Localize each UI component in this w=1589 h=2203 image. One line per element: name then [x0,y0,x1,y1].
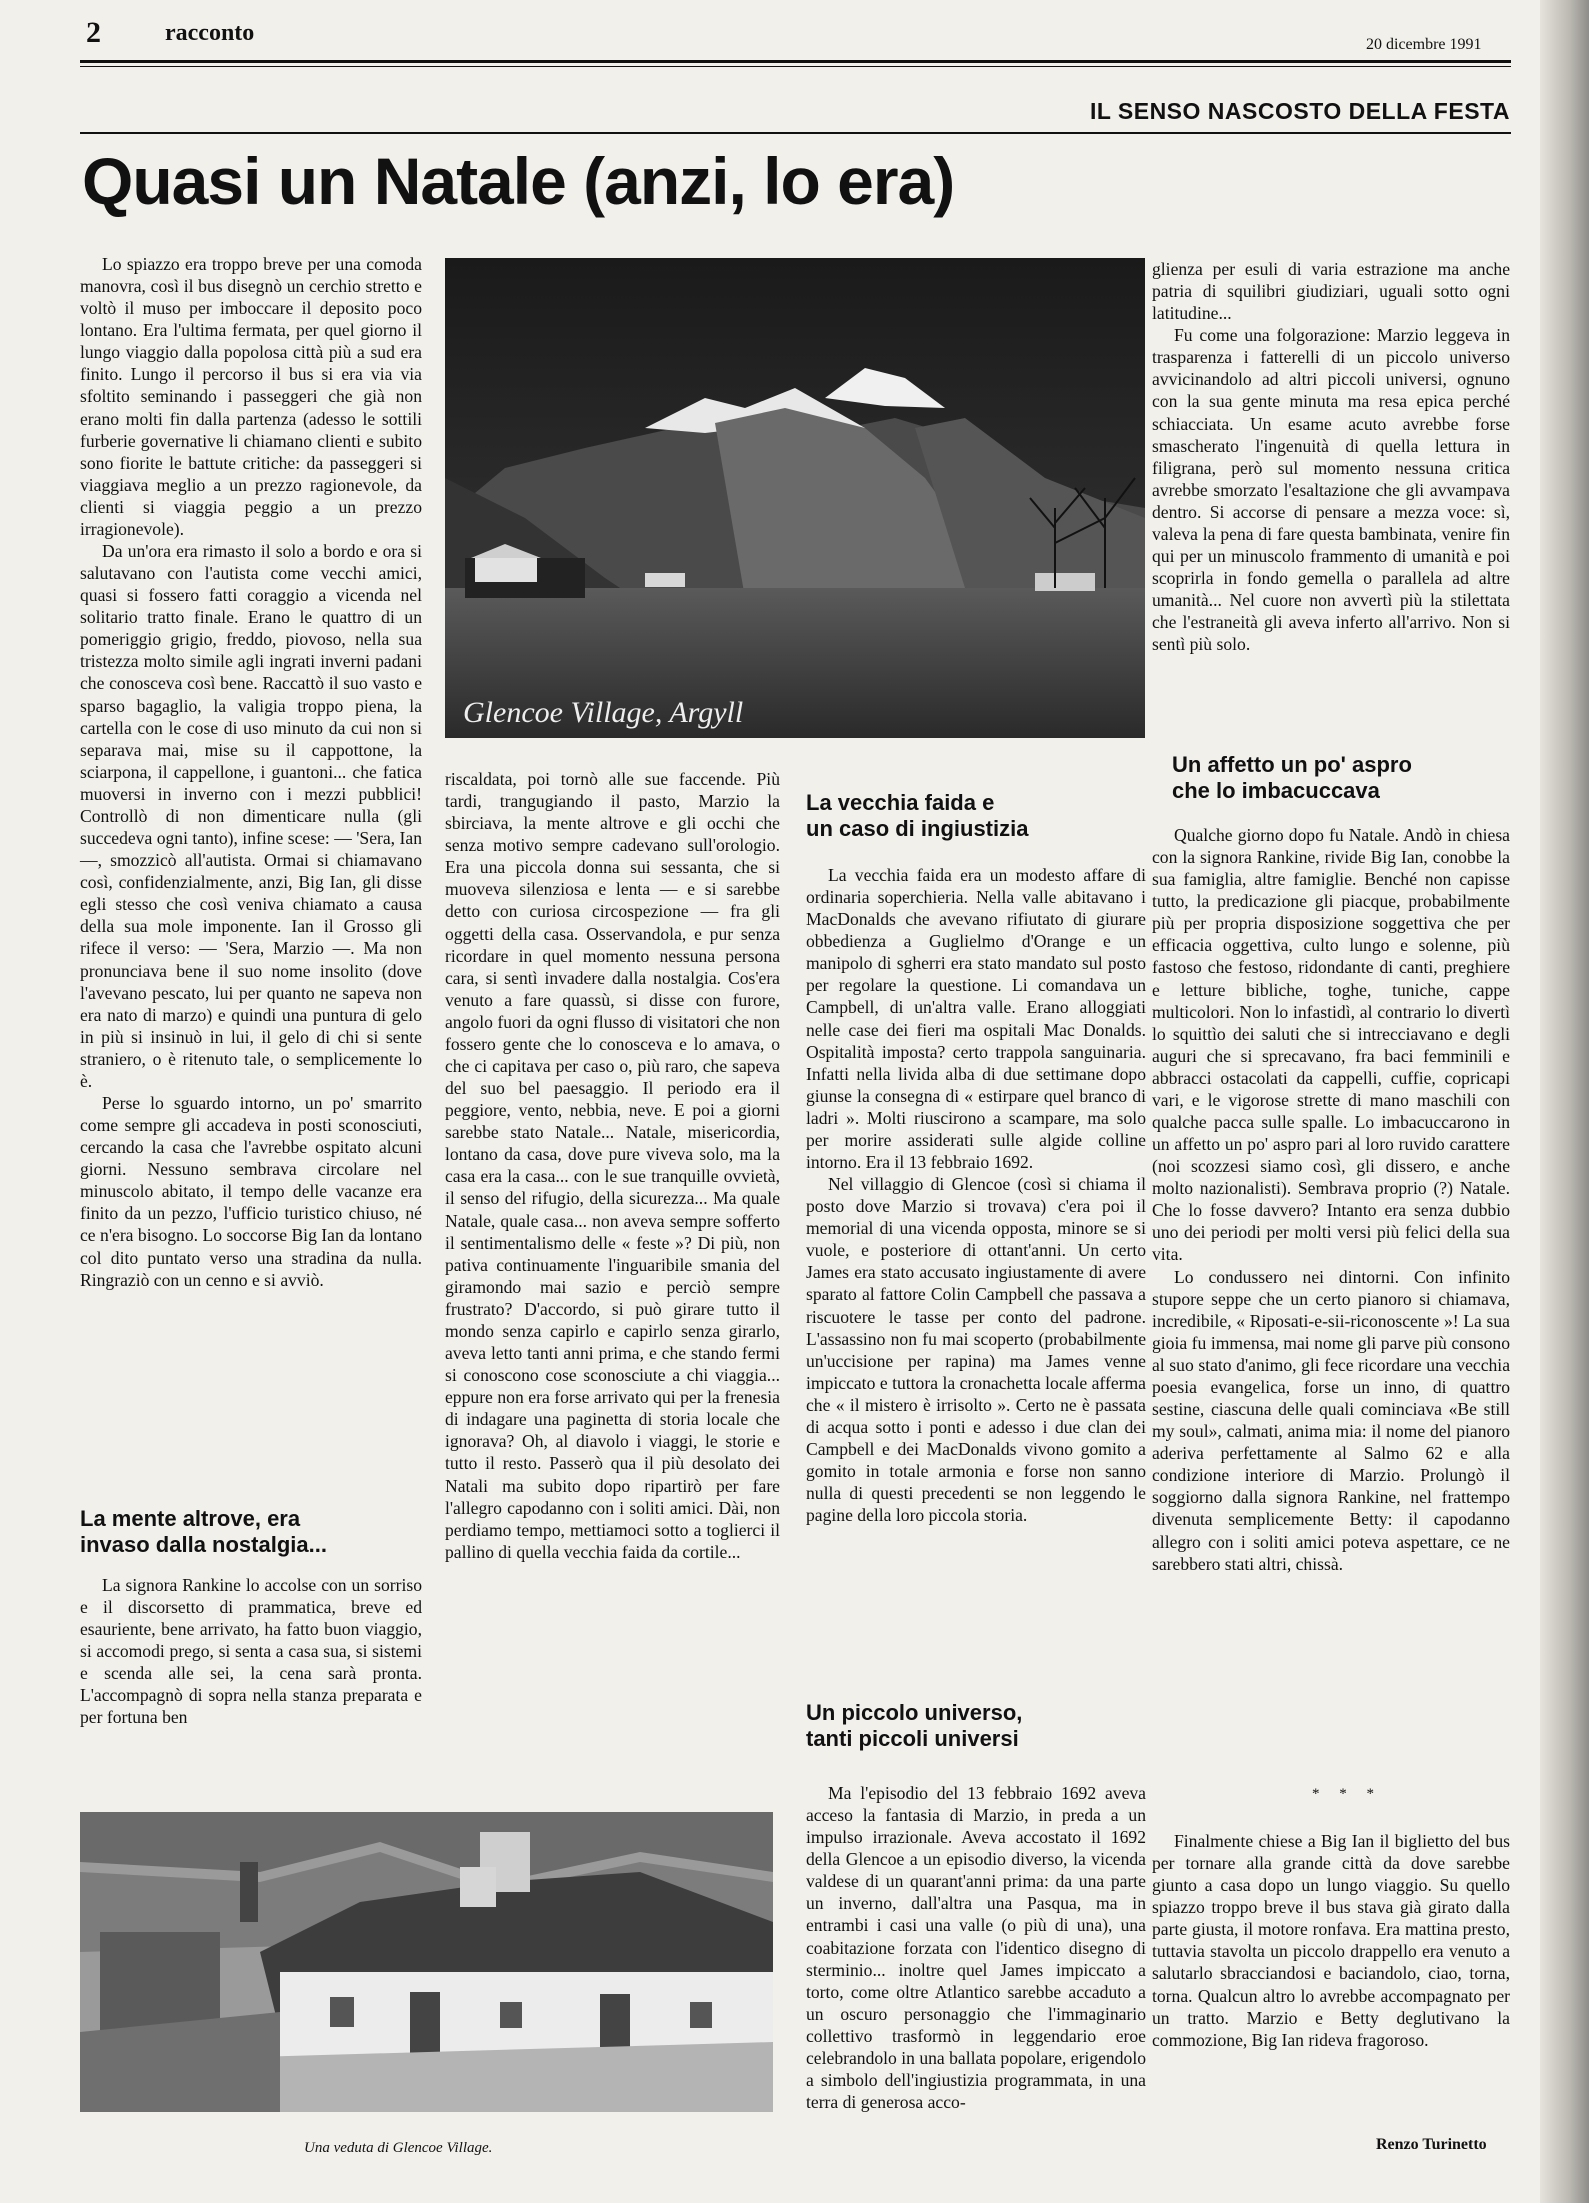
paragraph: Qualche giorno dopo fu Natale. Andò in chiesa con la signora Rankine, rivide Big Ian, conobbe la sua famiglia, altre famiglie. Benché non capisse tutto, la predicazione gli piacque, probabilmente più per propria disposizione soggettiva che per efficacia oggettiva, culto lungo e solenne, più fastoso che festoso, ridondante di canti, preghiere e letture bibliche, toghe, tuniche, cappe multicolori. Non lo infastidì, al contrario lo divertì lo squittìo dei saluti che si intrecciavano e degli auguri che si sprecavano, fra baci femminili e abbracci ostacolati da cappelli, cuffie, copricapi vari, e le vigorose strette di mano maschili con qualche pacca sulle spalle. Lo imbacuccarono in un affetto un po' aspro pari al loro ruvido carattere (noi scozzesi siamo così, gli dissero, e anche molto nazionalisti). Sembrava proprio (?) Natale. Che lo fosse davvero? Intanto era senza dubbio uno dei periodi per molti versi più felici della sua vita. [1152,825,1510,1265]
paragraph: glienza per esuli di varia estrazione ma anche patria di squilibri giudiziari, uguali sotto ogni latitudine... [1152,259,1510,324]
header-rule [80,60,1511,63]
column-1b [80,1574,422,1729]
subheading-line: Un piccolo universo, [806,1700,1023,1725]
column-4b [1152,824,1510,1575]
subheading-line: un caso di ingiustizia [806,816,1029,842]
paragraph: La vecchia faida era un modesto affare di ordinaria soperchieria. Nella valle abitavano i MacDonalds che avevano rifiutato di giurare obbedienza a Guglielmo d'Orange e un manipolo di sgherri era stato mandato sul posto per regolare la questione. Li comandava un Campbell, di un'altra valle. Erano alloggiati nelle case dei fieri ma ospitali Mac Donalds. Ospitalità imposta? certo trappola sanguinaria. Infatti nella livida alba di due settimane dopo giunse la consegna di « estirpare quel branco di ladri ». Molti riuscirono a scampare, ma solo per morire assiderati sulle algide colline intorno. Era il 13 febbraio 1692. [806,865,1146,1173]
subheading-line: La mente altrove, era [80,1506,301,1531]
photo-caption-overlay: Glencoe Village, Argyll [463,696,744,729]
column-2 [445,768,780,1563]
paragraph: Nel villaggio di Glencoe (così si chiama il posto dove Marzio si trovava) c'era poi il memorial di una vicenda opposta, minore se si vuole, e posteriore di ottant'anni. Un certo James era stato accusato ingiustamente di avere sparato al fattore Colin Campbell che passava a riscuotere le tasse per conto del padrone. L'assassino non fu mai scoperto (probabilmente un'uccisione per rapina) ma James venne impiccato e tuttora la cronachetta locale afferma che « il mistero è irrisolto ». Certo ne è passata di acqua sotto i ponti e adesso i due clan dei Campbell e dei MacDonalds vivono gomito a gomito in totale armonia e forse non sanno nulla di questi precedenti se non leggendo le pagine della loro piccola storia. [806,1174,1146,1526]
photo-caption: Una veduta di Glencoe Village. [304,2140,493,2156]
column-3 [806,864,1146,1526]
subheading-4 [1172,752,1502,805]
subheading-line: invaso dalla nostalgia... [80,1532,327,1558]
column-4 [1152,258,1510,655]
mountain-landscape-image [445,258,1145,738]
issue-date: 20 dicembre 1991 [1366,36,1482,53]
subheading-line: che lo imbacuccava [1172,778,1380,804]
cottages-image [80,1812,773,2112]
paragraph: Da un'ora era rimasto il solo a bordo e ora si salutavano con l'autista come vecchi amici, quasi si fossero fatti coraggio a vicenda nel solitario tratto finale. Erano le quattro di un pomeriggio grigio, freddo, piovoso, nella sua tristezza molto simile agli ingrati inverni padani che conosceva così bene. Raccattò il suo vasto e sparso bagaglio, la valigia troppo piena, la cartella con le cose di uso minuto da cui non si separava mai, mise su il cappottone, la sciarpona, il cappellone, i guantoni... che fatica muoversi in inverno con i mezzi pubblici! Controllò di non dimenticare nulla (gli succedeva ogni tanto), infine scese: — 'Sera, Ian —, smozzicò all'autista. Ormai si chiamavano così, confidenzialmente, anzi, Big Ian, gli disse egli stesso che così veniva chiamato a causa della sua mole imponente. Ian il Grosso gli rifece il verso: — 'Sera, Marzio —. Ma non pronunciava bene il suo nome insolito (dove l'avevano pescato, lui per quanto ne sapeva non era nato di marzo) e quindi una puntura di gelo in più si insinuò in lui, il gelo di chi si sente straniero, o è ritenuto tale, o semplicemente lo è. [80,541,422,1091]
photo-glencoe-cottages [80,1812,773,2112]
photo-glencoe-mountains [445,258,1145,738]
header-rule-thin [80,66,1511,67]
subheading-1 [80,1506,422,1559]
paragraph: Ma l'episodio del 13 febbraio 1692 aveva acceso la fantasia di Marzio, in preda a un impulso irrazionale. Aveva accostato il 1692 della Glencoe a un episodio diverso, la vicenda valdese di un quarant'anni prima: da una parte un inverno, dall'altra una Pasqua, ma in entrambi i casi una valle (o più di una), una coabitazione forzata con l'identico disegno di sterminio... inoltre quel James impiccato a torto, come oltre Atlantico sarebbe accaduto a un oscuro personaggio che l'immaginario collettivo trasformò in leggendario eroe celebrandolo in una ballata popolare, erigendolo a simbolo dell'ingiustizia programmata, in una terra di generosa acco- [806,1783,1147,2113]
kicker: IL SENSO NASCOSTO DELLA FESTA [1089,98,1510,124]
kicker-rule [80,132,1511,134]
paragraph: Lo condussero nei dintorni. Con infinito stupore seppe che un certo pianoro si chiamava, incredibile, « Riposati-e-sii-riconoscente »! La sua gioia fu immensa, mai nome gli parve più consono al suo stato d'animo, gli fece ricordare una vecchia poesia evangelica, forse un inno, di quattro sestine, ciascuna delle quali cominciava «Be still my soul», calmati, anima mia: il nome del pianoro aderiva perfettamente al Salmo 62 e alla condizione interiore di Marzio. Prolungò il soggiorno dalla signora Rankine, nel frattempo divenuta semplicemente Betty: il capodanno allegro con i soliti amici poteva aspettare, ce ne sarebbero stati altri, chissà. [1152,1266,1510,1574]
paragraph: Finalmente chiese a Big Ian il biglietto del bus per tornare alla grande città da dove sarebbe giunto a casa dopo un lungo viaggio. Su quello spiazzo troppo breve il bus stava già girato dalla parte giusta, il motore ronfava. Era mattina presto, tuttavia stavolta un piccolo drappello era venuto a salutarlo sbracciandosi e baciandolo, ciao, torna, torna. Qualcun altro lo avrebbe accompagnato per un tratto. Marzio e Betty deglutivano la commozione, Big Ian rideva fragoroso. [1152,1831,1510,2050]
subheading-3 [806,1700,1146,1753]
article-title: Quasi un Natale (anzi, lo era) [82,144,955,218]
paragraph: Lo spiazzo era troppo breve per una comoda manovra, così il bus disegnò un cerchio stretto e voltò il muso per imboccare il deposito poco lontano. Era l'ultima fermata, per quel giorno il lungo viaggio dalla popolosa città più a sud era finito. Lungo il percorso il bus si era via via sfoltito seminando i passeggeri che già non erano molti fin dalla partenza (adesso le sottili furberie governative li chiamano clienti e subito sono fiorite le battute critiche: da passeggeri si viaggiava meglio a un prezzo ragionevole, da clienti si viaggia peggio a un prezzo irragionevole). [80,254,422,539]
paragraph: Fu come una folgorazione: Marzio leggeva in trasparenza i fatterelli di un piccolo universo avvicinandolo ad altri piccoli universi, ognuno con la sua gente minuta ma resa epica perché schiacciata. Un esame acuto avrebbe forse smascherato l'ingenuità di quella lettura in filigrana, però sul momento nessuna critica avrebbe smorzato l'esaltazione che gli avvampava dentro. Si accorse di pensare a mezza voce: sì, valeva la pena di fare questa bambinata, venire fin qui per un minuscolo frammento di umanità e poi scoprirla in fondo gemella o parallela ad altre umanità... Nel cuore non avvertì più la stilettata che l'estraneità gli aveva inferto all'arrivo. Non si sentì più solo. [1152,325,1510,655]
column-3b [806,1782,1146,2113]
column-4c [1152,1830,1510,2051]
paragraph: riscaldata, poi tornò alle sue faccende. Più tardi, trangugiando il pasto, Marzio la sbirciava, la mente altrove e gli occhi che senza motivo sempre cadevano sull'orologio. Era una piccola donna sui sessanta, che si muoveva silenziosa e lenta — e si sarebbe detto con curiosa circospezione — fra gli oggetti della casa. Osservandola, e pur senza ricordare in quel momento nessuna persona cara, si sentì invadere dalla nostalgia. Cos'era venuto a fare quassù, si disse con furore, angolo fuori da ogni flusso di visitatori che non fossero gente che lo conosceva e lo amava, o che ci capitava per caso o, più raro, che sapeva del suo bel paesaggio. Il periodo era il peggiore, vento, nebbia, neve. E poi a giorni sarebbe stato Natale... Natale, misericordia, lontano da casa, dove pure viveva solo, ma la casa era la casa... con le sue tranquille ovvietà, il senso del rifugio, della sicurezza... Ma quale Natale, quale casa... non aveva sempre sofferto il sentimentalismo delle « feste »? Di più, non pativa continuamente l'inguaribile smania del giramondo mai sazio e perciò sempre frustrato? D'accordo, si può girare tutto il mondo senza capirlo e capirlo senza girarlo, aveva letto tanti anni prima, e che stando fermi si conoscono cose sconosciute a chi viaggia... eppure non era forse arrivato qui per la frenesia di indagare una paginetta di storia locale che ignorava? Oh, al diavolo i viaggi, le storie e tutto il resto. Passerò qua il più desolato dei Natali ma subito dopo ripartirò per fare l'allegro capodanno con i soliti amici. Dài, non perdiamo tempo, mettiamoci sotto a toglierci il pallino di quella vecchia faida da cortile... [445,769,780,1562]
page-edge [1540,0,1589,2203]
subheading-line: Un affetto un po' aspro [1172,752,1412,777]
subheading-line: La vecchia faida e [806,790,995,815]
byline: Renzo Turinetto [1376,2136,1487,2153]
paragraph: La signora Rankine lo accolse con un sorriso e il discorsetto di prammatica, breve ed esauriente, bene arrivato, ha fatto buon viaggio, si accomodi prego, si senta a casa sua, si sistemi e scenda alle sei, la cena sarà pronta. L'accompagnò di sopra nella stanza preparata e per fortuna ben [80,1575,422,1728]
paragraph: Perse lo sguardo intorno, un po' smarrito come sempre gli accadeva in posti sconosciuti, cercando la casa che l'avrebbe ospitato alcuni giorni. Nessuno sembrava circolare nel minuscolo abitato, il tempo delle vacanze era finito da un pezzo, l'ufficio turistico chiuso, né ce n'era bisogno. Lo soccorse Big Ian da lontano col dito puntato verso una stradina da nulla. Ringraziò con un cenno e si avviò. [80,1092,422,1290]
page-number: 2 [86,16,101,49]
subheading-line: tanti piccoli universi [806,1726,1019,1752]
subheading-2 [806,790,1136,843]
section-name: racconto [165,20,255,46]
column-1 [80,253,422,1291]
section-break: * * * [1312,1786,1382,1802]
